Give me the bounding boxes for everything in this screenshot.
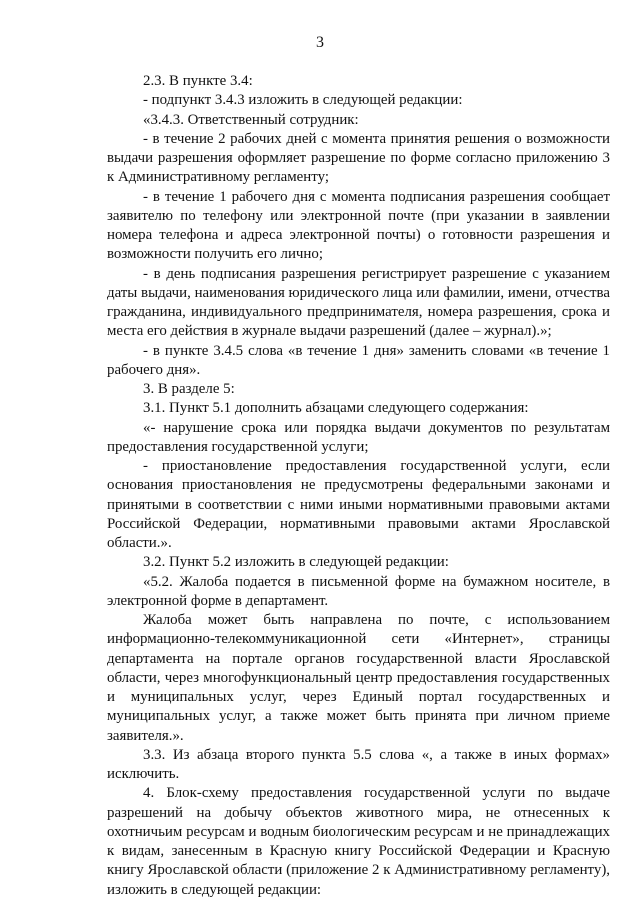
document-body — [107, 72, 610, 900]
paragraph-5-2: «5.2. Жалоба подается в письменной форме на бумажном носителе, в электронной форме в департамент. — [107, 573, 610, 609]
paragraph-suspension: - приостановление предоставления государственной услуги, если основания приостановления не предусмотрены федеральными законами и принятыми в соответствии с ними иными нормативными правовыми актами Российской Федерации, нормативными правовыми актами Ярославской области.». — [107, 458, 610, 551]
paragraph-violation-term: «- нарушение срока или порядка выдачи документов по результатам предоставления государственной услуги; — [107, 419, 610, 455]
paragraph-complaint-channels: Жалоба может быть направлена по почте, с использованием информационно-телекоммуникационной сети «Интернет», страницы департамента на портале органов государственной власти Ярославской области, через многофункциональный центр предоставления государственных и муниципальных услуг, через Единый портал государственных и муниципальных услуг, а также может быть принята при личном приеме заявителя.». — [107, 612, 610, 744]
page-number: 3 — [316, 34, 324, 51]
paragraph-section-5: 3. В разделе 5: — [143, 381, 235, 397]
paragraph-register-permit: - в день подписания разрешения регистрирует разрешение с указанием даты выдачи, наименования юридического лица или фамилии, имени, отчества гражданина, индивидуального предпринимателя, номера разрешения, срока и места его действия в журнале выдачи разрешений (далее – журнал).»; — [107, 265, 610, 340]
paragraph-2-3: 2.3. В пункте 3.4: — [143, 73, 253, 89]
paragraph-3-3: 3.3. Из абзаца второго пункта 5.5 слова «, а также в иных формах» исключить. — [107, 746, 610, 782]
paragraph-issue-permit: - в течение 2 рабочих дней с момента принятия решения о возможности выдачи разрешения оформляет разрешение по форме согласно приложению 3 к Административному регламенту; — [107, 130, 610, 186]
paragraph-notify-applicant: - в течение 1 рабочего дня с момента подписания разрешения сообщает заявителю по телефону или электронной почте (при указании в заявлении номера телефона и адреса электронной почты) о готовности разрешения и возможности получить его лично; — [107, 188, 610, 263]
paragraph-3-4-5-change: - в пункте 3.4.5 слова «в течение 1 дня» заменить словами «в течение 1 рабочего дня». — [107, 342, 610, 378]
paragraph-3-4-3-heading: «3.4.3. Ответственный сотрудник: — [143, 111, 359, 128]
paragraph-3-2: 3.2. Пункт 5.2 изложить в следующей редакции: — [143, 554, 449, 571]
paragraph-subitem-3-4-3: - подпункт 3.4.3 изложить в следующей редакции: — [143, 92, 463, 109]
paragraph-4-flowchart: 4. Блок-схему предоставления государственной услуги по выдаче разрешений на добычу объектов животного мира, не отнесенных к охотничьим ресурсам и водным биологическим ресурсам и не принадлежащих к видам, занесенным в Красную книгу Российской Федерации и Красную книгу Ярославской области (приложение 2 к Административному регламенту), изложить в следующей редакции: — [107, 785, 610, 898]
paragraph-3-1: 3.1. Пункт 5.1 дополнить абзацами следующего содержания: — [143, 400, 529, 417]
